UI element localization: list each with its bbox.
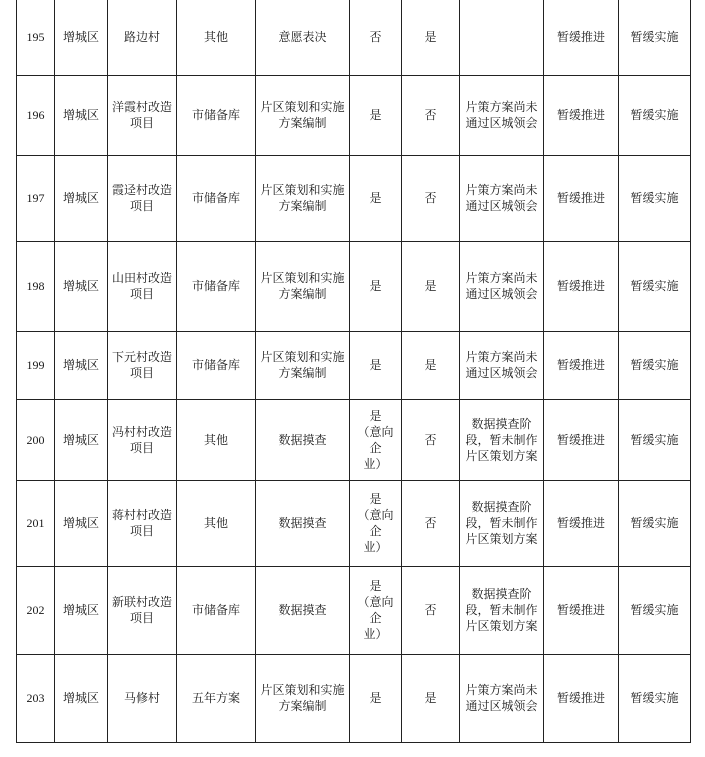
progress-note-cell: 数据摸查阶 段，暂未制作 片区策划方案 bbox=[460, 566, 544, 654]
progress-note-cell bbox=[460, 0, 544, 75]
progress-note-cell: 数据摸查阶 段，暂未制作 片区策划方案 bbox=[460, 480, 544, 566]
status-cell-a: 是 （意向企 业） bbox=[350, 566, 402, 654]
implementation-status-cell: 暂缓实施 bbox=[619, 155, 691, 241]
status-cell-b: 是 bbox=[402, 331, 460, 399]
progress-note-cell: 片策方案尚未 通过区城领会 bbox=[460, 155, 544, 241]
status-cell-a: 是 （意向企 业） bbox=[350, 480, 402, 566]
category-cell: 其他 bbox=[177, 0, 256, 75]
stage-cell: 数据摸查 bbox=[256, 480, 350, 566]
stage-cell: 片区策划和实施 方案编制 bbox=[256, 155, 350, 241]
table-row bbox=[17, 480, 691, 566]
document-page bbox=[16, 0, 691, 743]
table-row bbox=[17, 566, 691, 654]
category-cell: 市储备库 bbox=[177, 75, 256, 155]
category-cell: 市储备库 bbox=[177, 155, 256, 241]
status-cell-b: 否 bbox=[402, 399, 460, 480]
implementation-status-cell: 暂缓实施 bbox=[619, 0, 691, 75]
status-cell-a: 否 bbox=[350, 0, 402, 75]
plan-status-cell: 暂缓推进 bbox=[544, 155, 619, 241]
project-name-cell: 路边村 bbox=[108, 0, 177, 75]
table-row bbox=[17, 331, 691, 399]
row-number: 196 bbox=[17, 75, 55, 155]
project-name-cell: 马修村 bbox=[108, 654, 177, 742]
district-cell: 增城区 bbox=[55, 480, 108, 566]
progress-note-cell: 数据摸查阶 段，暂未制作 片区策划方案 bbox=[460, 399, 544, 480]
plan-status-cell: 暂缓推进 bbox=[544, 399, 619, 480]
row-number: 197 bbox=[17, 155, 55, 241]
project-name-cell: 山田村改造 项目 bbox=[108, 241, 177, 331]
plan-status-cell: 暂缓推进 bbox=[544, 480, 619, 566]
stage-cell: 意愿表决 bbox=[256, 0, 350, 75]
plan-status-cell: 暂缓推进 bbox=[544, 566, 619, 654]
implementation-status-cell: 暂缓实施 bbox=[619, 241, 691, 331]
category-cell: 市储备库 bbox=[177, 566, 256, 654]
project-name-cell: 蒋村村改造 项目 bbox=[108, 480, 177, 566]
progress-note-cell: 片策方案尚未 通过区城领会 bbox=[460, 654, 544, 742]
status-cell-a: 是 bbox=[350, 331, 402, 399]
table-row bbox=[17, 654, 691, 742]
district-cell: 增城区 bbox=[55, 75, 108, 155]
stage-cell: 片区策划和实施 方案编制 bbox=[256, 241, 350, 331]
category-cell: 五年方案 bbox=[177, 654, 256, 742]
row-number: 200 bbox=[17, 399, 55, 480]
category-cell: 其他 bbox=[177, 480, 256, 566]
status-cell-b: 是 bbox=[402, 241, 460, 331]
row-number: 199 bbox=[17, 331, 55, 399]
project-name-cell: 新联村改造 项目 bbox=[108, 566, 177, 654]
table-row bbox=[17, 0, 691, 75]
table-row bbox=[17, 241, 691, 331]
stage-cell: 片区策划和实施 方案编制 bbox=[256, 331, 350, 399]
row-number: 195 bbox=[17, 0, 55, 75]
status-cell-a: 是 bbox=[350, 654, 402, 742]
project-name-cell: 霞迳村改造 项目 bbox=[108, 155, 177, 241]
project-name-cell: 冯村村改造 项目 bbox=[108, 399, 177, 480]
stage-cell: 片区策划和实施 方案编制 bbox=[256, 75, 350, 155]
table-row bbox=[17, 75, 691, 155]
implementation-status-cell: 暂缓实施 bbox=[619, 75, 691, 155]
plan-status-cell: 暂缓推进 bbox=[544, 654, 619, 742]
district-cell: 增城区 bbox=[55, 566, 108, 654]
district-cell: 增城区 bbox=[55, 331, 108, 399]
implementation-status-cell: 暂缓实施 bbox=[619, 654, 691, 742]
project-table bbox=[16, 0, 691, 743]
row-number: 203 bbox=[17, 654, 55, 742]
progress-note-cell: 片策方案尚未 通过区城领会 bbox=[460, 241, 544, 331]
status-cell-b: 否 bbox=[402, 155, 460, 241]
status-cell-a: 是 bbox=[350, 75, 402, 155]
status-cell-b: 否 bbox=[402, 75, 460, 155]
status-cell-b: 是 bbox=[402, 654, 460, 742]
implementation-status-cell: 暂缓实施 bbox=[619, 480, 691, 566]
status-cell-a: 是 bbox=[350, 155, 402, 241]
row-number: 202 bbox=[17, 566, 55, 654]
stage-cell: 片区策划和实施 方案编制 bbox=[256, 654, 350, 742]
district-cell: 增城区 bbox=[55, 654, 108, 742]
category-cell: 市储备库 bbox=[177, 331, 256, 399]
plan-status-cell: 暂缓推进 bbox=[544, 75, 619, 155]
district-cell: 增城区 bbox=[55, 0, 108, 75]
status-cell-a: 是 （意向企 业） bbox=[350, 399, 402, 480]
table-row bbox=[17, 155, 691, 241]
district-cell: 增城区 bbox=[55, 155, 108, 241]
district-cell: 增城区 bbox=[55, 241, 108, 331]
implementation-status-cell: 暂缓实施 bbox=[619, 399, 691, 480]
stage-cell: 数据摸查 bbox=[256, 399, 350, 480]
category-cell: 市储备库 bbox=[177, 241, 256, 331]
plan-status-cell: 暂缓推进 bbox=[544, 331, 619, 399]
district-cell: 增城区 bbox=[55, 399, 108, 480]
plan-status-cell: 暂缓推进 bbox=[544, 0, 619, 75]
row-number: 198 bbox=[17, 241, 55, 331]
progress-note-cell: 片策方案尚未 通过区城领会 bbox=[460, 331, 544, 399]
status-cell-b: 是 bbox=[402, 0, 460, 75]
category-cell: 其他 bbox=[177, 399, 256, 480]
project-name-cell: 洋霞村改造 项目 bbox=[108, 75, 177, 155]
table-row bbox=[17, 399, 691, 480]
plan-status-cell: 暂缓推进 bbox=[544, 241, 619, 331]
stage-cell: 数据摸查 bbox=[256, 566, 350, 654]
row-number: 201 bbox=[17, 480, 55, 566]
table-body bbox=[17, 0, 691, 742]
status-cell-b: 否 bbox=[402, 566, 460, 654]
status-cell-a: 是 bbox=[350, 241, 402, 331]
implementation-status-cell: 暂缓实施 bbox=[619, 331, 691, 399]
project-name-cell: 下元村改造 项目 bbox=[108, 331, 177, 399]
implementation-status-cell: 暂缓实施 bbox=[619, 566, 691, 654]
status-cell-b: 否 bbox=[402, 480, 460, 566]
progress-note-cell: 片策方案尚未 通过区城领会 bbox=[460, 75, 544, 155]
